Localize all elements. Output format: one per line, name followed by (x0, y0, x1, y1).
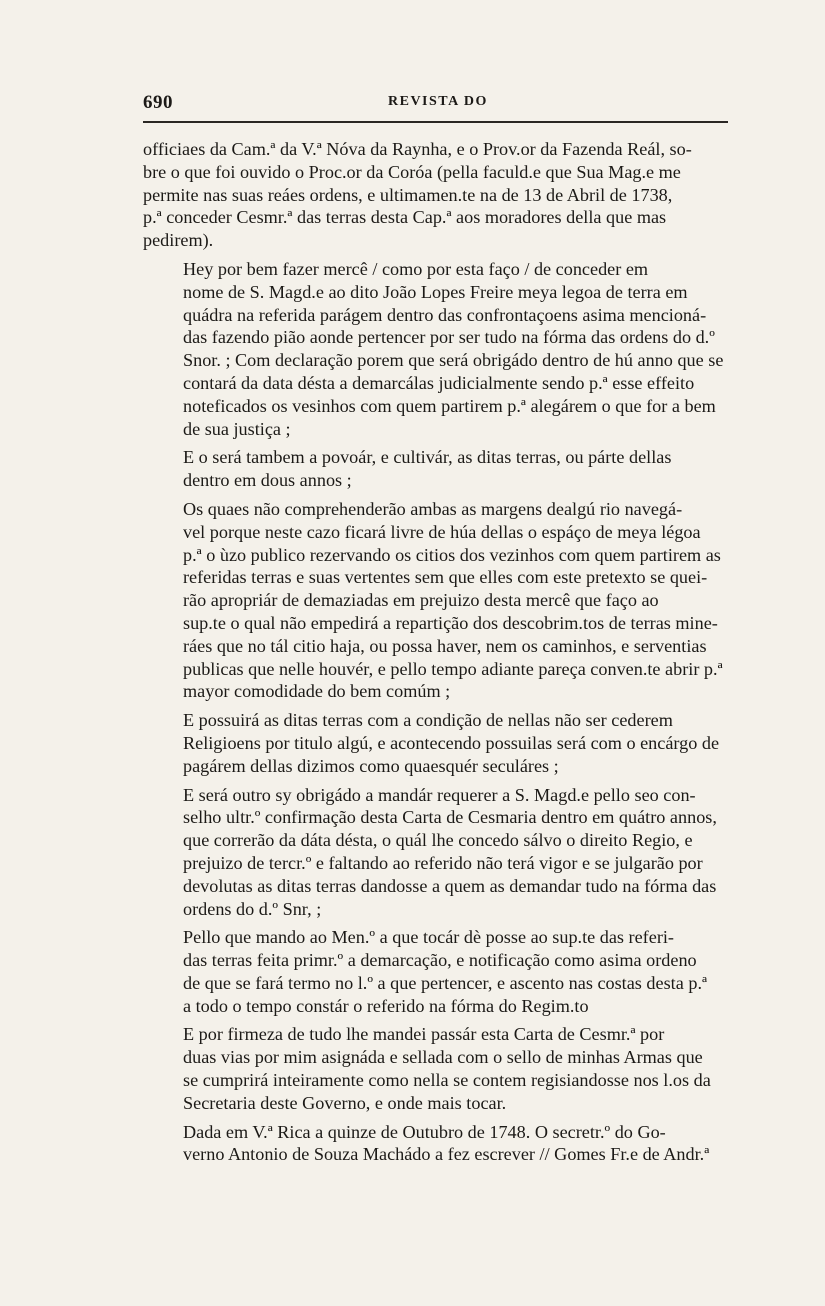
paragraph (143, 498, 765, 703)
text-line: das fazendo pião aonde pertencer por ser tudo na fórma das ordens do d.º (183, 327, 715, 348)
body-text (143, 138, 765, 1172)
text-line: a todo o tempo constár o referido na fórma do Regim.to (183, 995, 589, 1016)
paragraph (143, 926, 765, 1017)
text-line: Snor. ; Com declaração porem que será obrigádo dentro de hú anno que se (183, 350, 724, 371)
paragraph (143, 784, 765, 921)
text-line: duas vias por mim asignáda e sellada com o sello de minhas Armas que (183, 1047, 703, 1068)
text-line: E possuirá as ditas terras com a condição de nellas não ser cederem (183, 710, 673, 731)
text-line: Pello que mando ao Men.º a que tocár dè posse ao sup.te das referi- (183, 927, 674, 948)
header-rule (143, 121, 728, 123)
text-line: das terras feita primr.º a demarcação, e notificação como asima ordeno (183, 950, 697, 971)
text-line: bre o que foi ouvido o Proc.or da Coróa (pella faculd.e que Sua Mag.e me (143, 161, 681, 182)
paragraph (143, 138, 765, 252)
text-line: pagárem dellas dizimos como quaesquér seculáres ; (183, 755, 559, 776)
text-line: selho ultr.º confirmação desta Carta de Cesmaria dentro em quátro annos, (183, 807, 717, 828)
text-line: vel porque neste cazo ficará livre de húa dellas o espáço de meya légoa (183, 521, 701, 542)
paragraph (143, 709, 765, 777)
text-line: nome de S. Magd.e ao dito João Lopes Freire meya legoa de terra em (183, 281, 688, 302)
text-line: dentro em dous annos ; (183, 470, 352, 491)
text-line: referidas terras e suas vertentes sem que elles com este pretexto se quei- (183, 567, 708, 588)
text-line: ráes que no tál citio haja, ou possa haver, nem os caminhos, e serventias (183, 635, 707, 656)
text-line: devolutas as ditas terras dandosse a quem as demandar tudo na fórma das (183, 875, 717, 896)
text-line: sup.te o qual não empedirá a repartição dos descobrim.tos de terras mine- (183, 612, 718, 633)
text-line: de sua justiça ; (183, 418, 291, 439)
text-line: p.ª o ùzo publico rezervando os citios dos vezinhos com quem partirem as (183, 544, 721, 565)
text-line: Secretaria deste Governo, e onde mais tocar. (183, 1092, 507, 1113)
text-line: de que se fará termo no l.º a que pertencer, e ascento nas costas desta p.ª (183, 972, 708, 993)
text-line: E será outro sy obrigádo a mandár requerer a S. Magd.e pello seo con- (183, 784, 696, 805)
text-line: que correrão da dáta désta, o quál lhe concedo sálvo o direito Regio, e (183, 830, 693, 851)
page-number: 690 (143, 92, 173, 113)
text-line: prejuizo de tercr.º e faltando ao referido não terá vigor e se julgarão por (183, 852, 703, 873)
text-line: mayor comodidade do bem comúm ; (183, 681, 451, 702)
text-line: p.ª conceder Cesmr.ª das terras desta Cap.ª aos moradores della que mas (143, 207, 667, 228)
paragraph (143, 258, 765, 440)
text-line: Hey por bem fazer mercê / como por esta faço / de conceder em (183, 258, 649, 279)
text-line: pedirem). (143, 230, 214, 251)
text-line: Dada em V.ª Rica a quinze de Outubro de 1748. O secretr.º do Go- (183, 1121, 666, 1142)
running-title: REVISTA DO (388, 94, 488, 109)
paragraph (143, 1121, 765, 1167)
text-line: publicas que nelle houvér, e pello tempo adiante pareça conven.te abrir p.ª (183, 658, 723, 679)
text-line: noteficados os vesinhos com quem partirem p.ª alegárem o que for a bem (183, 395, 716, 416)
text-line: Religioens por titulo algú, e acontecendo possuilas será com o encárgo de (183, 732, 720, 753)
text-line: rão apropriár de demaziadas em prejuizo desta mercê que faço ao (183, 590, 659, 611)
text-line: E o será tambem a povoár, e cultivár, as ditas terras, ou párte dellas (183, 447, 672, 468)
text-line: quádra na referida parágem dentro das confrontaçoens asima mencioná- (183, 304, 707, 325)
text-line: permite nas suas reáes ordens, e ultimamen.te na de 13 de Abril de 1738, (143, 184, 673, 205)
text-line: verno Antonio de Souza Machádo a fez escrever // Gomes Fr.e de Andr.ª (183, 1144, 710, 1165)
text-line: officiaes da Cam.ª da V.ª Nóva da Raynha, e o Prov.or da Fazenda Reál, so- (143, 139, 692, 159)
text-line: Os quaes não comprehenderão ambas as margens dealgú rio navegá- (183, 498, 683, 519)
text-line: ordens do d.º Snr, ; (183, 898, 322, 919)
text-line: E por firmeza de tudo lhe mandei passár esta Carta de Cesmr.ª por (183, 1024, 665, 1045)
text-line: se cumprirá inteiramente como nella se contem regisiandosse nos l.os da (183, 1070, 711, 1091)
text-line: contará da data désta a demarcálas judicialmente sendo p.ª esse effeito (183, 372, 695, 393)
paragraph (143, 1023, 765, 1114)
page-header (143, 92, 728, 122)
paragraph (143, 446, 765, 492)
